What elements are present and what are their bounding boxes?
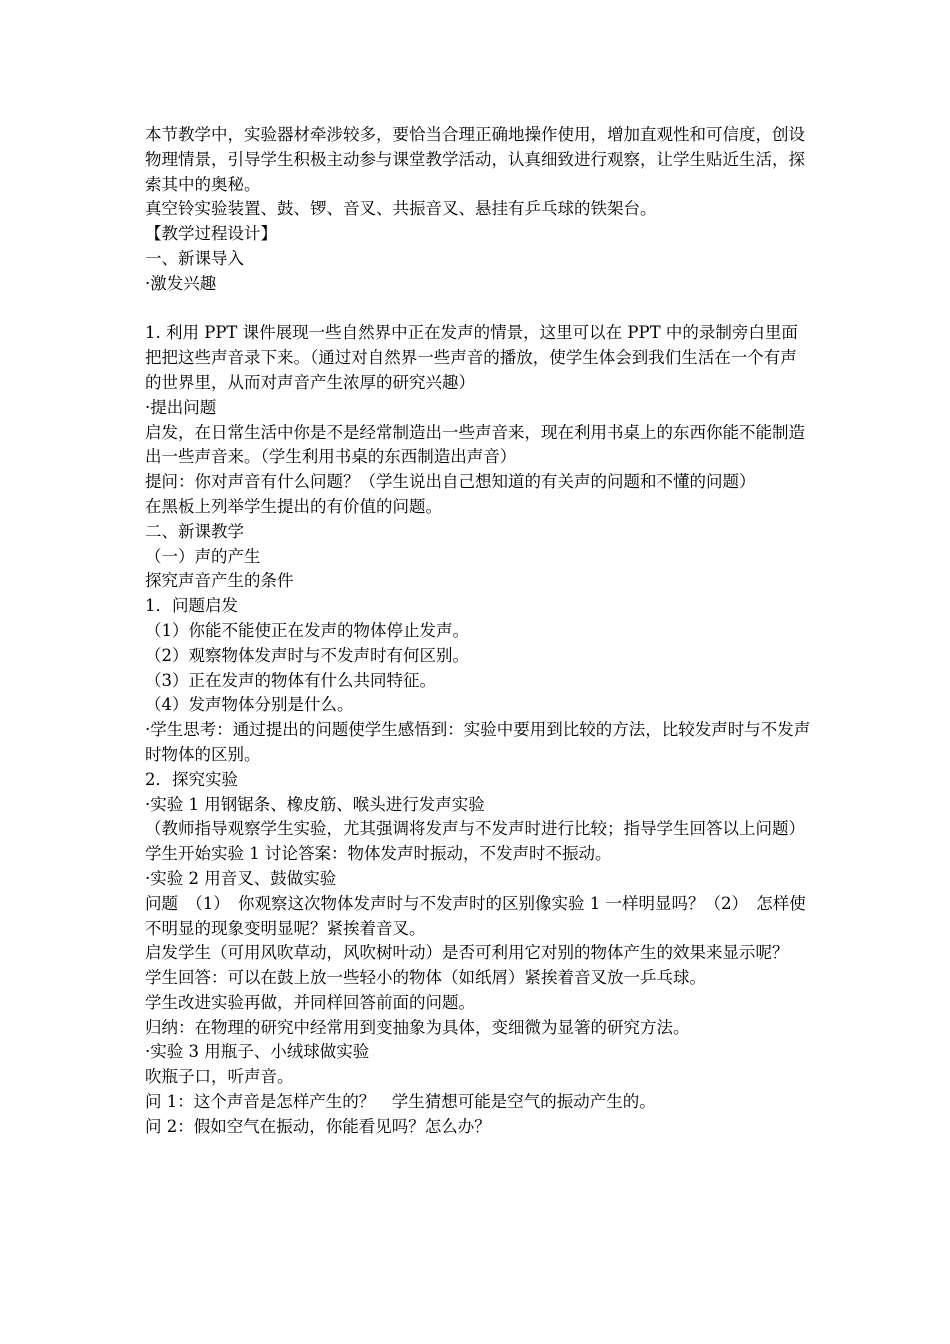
paragraph-blow-bottle: 吹瓶子口，听声音。 (145, 1067, 294, 1087)
paragraph-intro-note: 本节教学中，实验器材牵涉较多，要恰当合理正确地操作使用，增加直观性和可信度，创设物理情景，引导学生积极主动参与课堂教学活动，认真细致进行观察，让学生贴近生活，探索其中的奥秘。 (145, 125, 805, 194)
numbered-explore-experiment: 2．探究实验 (145, 769, 238, 789)
document-body (145, 123, 813, 1140)
section-heading-new-lesson: 二、新课教学 (145, 521, 244, 541)
bullet-experiment-3: ·实验 3 用瓶子、小绒球做实验 (145, 1042, 370, 1062)
paragraph-teacher-guidance: （教师指导观察学生实验，尤其强调将发声与不发声时进行比较；指导学生回答以上问题） (145, 819, 805, 839)
paragraph-experiment-1-answer: 学生开始实验 1 讨论答案：物体发声时振动，不发声时不振动。 (145, 844, 612, 864)
paragraph-explore-conditions: 探究声音产生的条件 (145, 571, 294, 591)
list-item: （2）观察物体发声时与不发声时有何区别。 (145, 645, 469, 665)
list-item: （1）你能不能使正在发声的物体停止发声。 (145, 620, 469, 640)
subsection-sound-production: （一）声的产生 (145, 546, 261, 566)
list-item: （4）发声物体分别是什么。 (145, 695, 354, 715)
paragraph-blackboard: 在黑板上列举学生提出的有价值的问题。 (145, 496, 442, 516)
paragraph-question-2: 问 2：假如空气在振动，你能看见吗？怎么办？ (145, 1116, 491, 1136)
section-heading-intro: 一、新课导入 (145, 248, 244, 268)
section-heading-process: 【教学过程设计】 (145, 224, 277, 244)
paragraph-improve-experiment: 学生改进实验再做，并同样回答前面的问题。 (145, 992, 475, 1012)
paragraph-ask: 提问：你对声音有什么问题？（学生说出自己想知道的有关声的问题和不懂的问题） (145, 472, 756, 492)
paragraph-student-thinking: ·学生思考：通过提出的问题使学生感悟到：实验中要用到比较的方法，比较发声时与不发声时物体的区别。 (145, 720, 811, 764)
paragraph-ppt: 1. 利用 PPT 课件展现一些自然界中正在发声的情景，这里可以在 PPT 中的录制旁白里面把把这些声音录下来。（通过对自然界一些声音的播放，使学生体会到我们生活在一个有声的世界里，从而对声音产生浓厚的研究兴趣） (145, 323, 798, 392)
paragraph-equipment: 真空铃实验装置、鼓、锣、音叉、共振音叉、悬挂有乒乓球的铁架台。 (145, 199, 657, 219)
bullet-raise-question: ·提出问题 (145, 397, 217, 417)
bullet-stimulate-interest: ·激发兴趣 (145, 273, 217, 293)
paragraph-inspire: 启发，在日常生活中你是不是经常制造出一些声音来，现在利用书桌上的东西你能不能制造出一些声音来。（学生利用书桌的东西制造出声音） (145, 422, 805, 467)
paragraph-question-1: 问 1：这个声音是怎样产生的？ 学生猜想可能是空气的振动产生的。 (145, 1092, 656, 1112)
bullet-experiment-1: ·实验 1 用钢锯条、橡皮筋、喉头进行发声实验 (145, 794, 485, 814)
paragraph-experiment-2-questions: 问题 （1） 你观察这次物体发声时与不发声时的区别像实验 1 一样明显吗？（2） 怎样使不明显的现象变明显呢？紧挨着音叉。 (145, 893, 806, 938)
numbered-question-inspire: 1．问题启发 (145, 596, 238, 616)
bullet-experiment-2: ·实验 2 用音叉、鼓做实验 (145, 868, 337, 888)
list-item: （3）正在发声的物体有什么共同特征。 (145, 670, 436, 690)
paragraph-summary: 归纳：在物理的研究中经常用到变抽象为具体，变细微为显箸的研究方法。 (145, 1017, 690, 1037)
blank-line (145, 297, 813, 322)
paragraph-student-answer: 学生回答：可以在鼓上放一些轻小的物体（如纸屑）紧挨着音叉放一乒乓球。 (145, 968, 706, 988)
paragraph-inspire-students: 启发学生（可用风吹草动，风吹树叶动）是否可利用它对别的物体产生的效果来显示呢？ (145, 943, 789, 963)
